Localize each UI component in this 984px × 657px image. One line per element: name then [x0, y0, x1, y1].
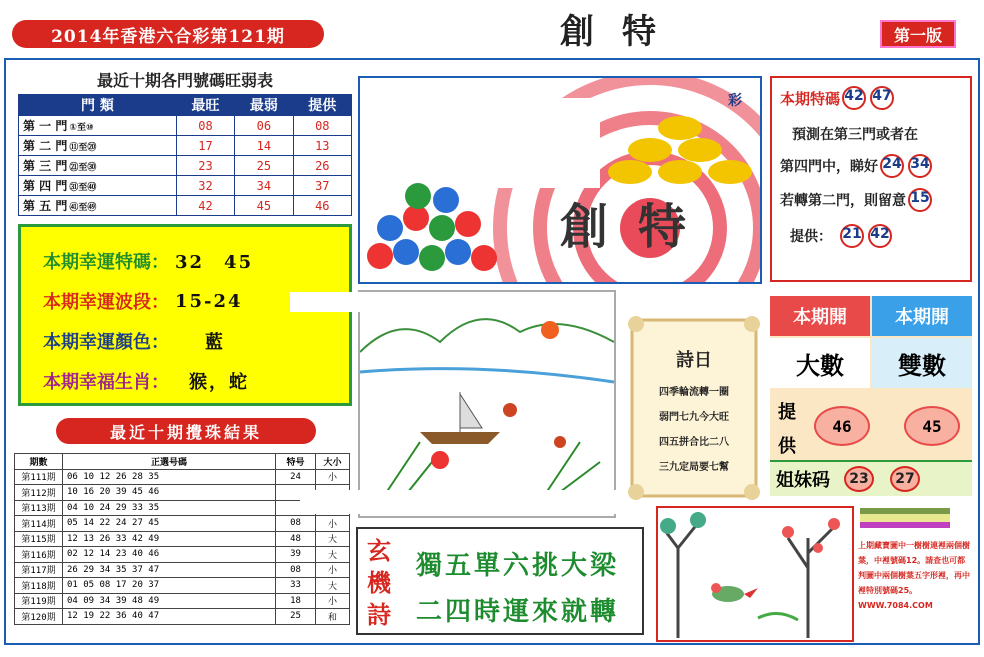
- pick-cell: 08: [293, 116, 351, 136]
- cold-cell: 06: [235, 116, 293, 136]
- size-cell: 小: [316, 516, 350, 532]
- period-cell: 第115期: [15, 531, 63, 547]
- poem-line: 三九定局要七幫: [659, 462, 729, 473]
- special-row-3: [780, 188, 962, 212]
- special-cell: 08: [276, 516, 316, 532]
- numbers-cell: 06 10 12 26 28 35: [63, 469, 276, 485]
- lucky-color-value: 藍: [205, 332, 225, 353]
- size-cell: 大: [316, 547, 350, 563]
- number-ball: 42: [842, 86, 866, 110]
- draw-row: [15, 609, 350, 625]
- number-ball: 34: [908, 154, 932, 178]
- gate-row: [19, 176, 352, 196]
- poem-title: 詩日: [676, 350, 712, 371]
- pick-cell: 46: [293, 196, 351, 216]
- draw-row: [15, 562, 350, 578]
- odd-even-panel: [770, 296, 972, 496]
- art-title: 創特: [560, 199, 717, 255]
- number-ball: 47: [870, 86, 894, 110]
- period-cell: 第118期: [15, 578, 63, 594]
- poem-lines: [624, 380, 764, 480]
- hot-cell: 08: [176, 116, 234, 136]
- special-cell: 08: [276, 562, 316, 578]
- gate-row: [19, 156, 352, 176]
- special-line-2: 第四門中，睇好: [780, 159, 878, 175]
- numbers-cell: 10 16 20 39 45 46: [63, 485, 276, 501]
- sister-row: [770, 460, 972, 496]
- header-blank: [418, 0, 562, 56]
- period-cell: 第113期: [15, 500, 63, 516]
- sister-number: 27: [890, 466, 920, 492]
- special-cell: 24: [276, 469, 316, 485]
- size-cell: 小: [316, 593, 350, 609]
- gate-row: [19, 116, 352, 136]
- pick-cell: 37: [293, 176, 351, 196]
- draw-row: [15, 516, 350, 532]
- period-cell: 第114期: [15, 516, 63, 532]
- size-cell: 大: [316, 531, 350, 547]
- draw-results-table: [14, 453, 350, 625]
- lucky-box: [18, 224, 352, 406]
- blank-patch: [290, 292, 362, 312]
- special-cell: 48: [276, 531, 316, 547]
- lucky-range-label: 本期幸運波段：: [43, 292, 169, 313]
- poem-line: 四季輪流轉一圈: [659, 387, 729, 398]
- period-cell: 第117期: [15, 562, 63, 578]
- hot-cell: 17: [176, 136, 234, 156]
- poem-line: 弱門七九今大旺: [659, 412, 729, 423]
- special-cell: 18: [276, 593, 316, 609]
- big-number-label: 大數: [770, 338, 870, 388]
- hot-cell: 42: [176, 196, 234, 216]
- poem-scroll: [624, 310, 764, 506]
- lucky-zodiac-label: 本期幸福生肖：: [43, 372, 169, 393]
- bird-tree-icon: [658, 508, 852, 640]
- period-cell: 第112期: [15, 485, 63, 501]
- number-ball: 15: [908, 188, 932, 212]
- cold-cell: 25: [235, 156, 293, 176]
- promo-box: [856, 506, 974, 642]
- cold-header: 最弱: [235, 95, 293, 116]
- gate-cell: 第 二 門 ⑪至⑳: [19, 136, 177, 156]
- flag-icon: [856, 506, 974, 532]
- special-cell: 25: [276, 609, 316, 625]
- special-label: 本期特碼: [780, 89, 841, 108]
- number-ball: 42: [868, 224, 892, 248]
- special-row-2: [780, 154, 962, 178]
- gate-header: 門 類: [19, 95, 177, 116]
- numbers-cell: 04 10 24 29 33 35: [63, 500, 276, 516]
- draw-row: [15, 469, 350, 485]
- lucky-range-value: 15-24: [175, 290, 243, 312]
- sister-label: 姐妹码: [776, 470, 830, 491]
- numbers-cell: 12 19 22 36 40 47: [63, 609, 276, 625]
- cold-cell: 14: [235, 136, 293, 156]
- draw-results-title: 最近十期攪珠結果: [56, 418, 316, 444]
- pick-cell: 13: [293, 136, 351, 156]
- draw-row: [15, 578, 350, 594]
- offer-number-2: 45: [904, 406, 960, 446]
- edition-badge: 第一版: [880, 20, 956, 48]
- gate-row: [19, 196, 352, 216]
- hint-poem-box: [356, 527, 644, 635]
- numbers-cell: 01 05 08 17 20 37: [63, 578, 276, 594]
- hot-cell: 32: [176, 176, 234, 196]
- offer-number-1: 46: [814, 406, 870, 446]
- numbers-cell: 05 14 22 24 27 45: [63, 516, 276, 532]
- period-cell: 第120期: [15, 609, 63, 625]
- draw-row: [15, 547, 350, 563]
- period-header: 期數: [15, 454, 63, 470]
- gate-table-title: 最近十期各門號碼旺弱表: [96, 71, 273, 90]
- offer-label: 提供: [778, 402, 796, 457]
- lucky-number-value: 32 45: [175, 252, 254, 273]
- landscape-icon: [360, 292, 614, 516]
- period-cell: 第111期: [15, 469, 63, 485]
- special-line-3: 若轉第二門，則留意: [780, 193, 906, 209]
- special-row-1: [780, 86, 962, 110]
- special-cell: 39: [276, 547, 316, 563]
- number-ball: 24: [880, 154, 904, 178]
- period-cell: 第119期: [15, 593, 63, 609]
- landscape-scene: [358, 290, 616, 518]
- gate-table: [18, 94, 352, 216]
- issue-banner: 2014年香港六合彩第121期: [12, 20, 324, 48]
- special-line-4: 提供：: [790, 229, 832, 245]
- size-cell: 大: [316, 578, 350, 594]
- cold-cell: 45: [235, 196, 293, 216]
- special-header: 特号: [276, 454, 316, 470]
- size-header: 大小: [316, 454, 350, 470]
- size-cell: 和: [316, 609, 350, 625]
- lucky-color-label: 本期幸運顏色：: [43, 332, 169, 353]
- feature-art: [358, 76, 762, 284]
- draw-row: [15, 593, 350, 609]
- special-number-panel: [770, 76, 972, 282]
- hot-header: 最旺: [176, 95, 234, 116]
- lucky-color-row: [43, 321, 349, 361]
- special-cell: 33: [276, 578, 316, 594]
- even-number-label: 雙數: [872, 338, 972, 388]
- bird-scene: [656, 506, 854, 642]
- lucky-number-label: 本期幸運特碼：: [43, 252, 169, 273]
- number-ball: 21: [840, 224, 864, 248]
- numbers-cell: 04 09 34 39 48 49: [63, 593, 276, 609]
- poem-line: 四五拼合比二八: [659, 437, 729, 448]
- gate-cell: 第 三 門 ㉑至㉚: [19, 156, 177, 176]
- draw-row: [15, 531, 350, 547]
- lucky-zodiac-value: 猴，蛇: [189, 372, 249, 393]
- size-cell: 小: [316, 469, 350, 485]
- cold-cell: 34: [235, 176, 293, 196]
- lucky-zodiac-row: [43, 361, 349, 401]
- period-cell: 第116期: [15, 547, 63, 563]
- page-title: 創特: [560, 12, 684, 52]
- hint-side-label: 玄機詩: [367, 536, 391, 629]
- art-side-text: 彩: [728, 93, 742, 109]
- numbers-cell: 12 13 26 33 42 49: [63, 531, 276, 547]
- lucky-number-row: [43, 241, 349, 281]
- special-line-1: 預測在第三門或者在: [792, 127, 918, 143]
- numbers-header: 正選号碼: [63, 454, 276, 470]
- size-cell: 小: [316, 562, 350, 578]
- pick-header: 提供: [293, 95, 351, 116]
- hint-line-1: 獨五單六挑大梁: [416, 551, 620, 581]
- gate-row: [19, 136, 352, 156]
- hint-line-2: 二四時運來就轉: [416, 597, 620, 627]
- gate-cell: 第 四 門 ㉛至㊵: [19, 176, 177, 196]
- gate-cell: 第 五 門 ㊶至㊾: [19, 196, 177, 216]
- sister-number: 23: [844, 466, 874, 492]
- open-header-right: 本期開: [872, 296, 972, 336]
- pick-cell: 26: [293, 156, 351, 176]
- promo-text: 上期藏寶圖中一樹樹連裡兩個樹葉，中裡號碼12。請查也可都判圖中兩個樹葉五字形裡，再中裡特別號碼25。WWW.7084.COM: [858, 541, 970, 610]
- special-row-4: [780, 224, 962, 248]
- open-header-left: 本期開: [770, 296, 870, 336]
- numbers-cell: 26 29 34 35 37 47: [63, 562, 276, 578]
- lottery-balls-icon: [367, 183, 497, 271]
- hot-cell: 23: [176, 156, 234, 176]
- gate-cell: 第 一 門 ①至⑩: [19, 116, 177, 136]
- numbers-cell: 02 12 14 23 40 46: [63, 547, 276, 563]
